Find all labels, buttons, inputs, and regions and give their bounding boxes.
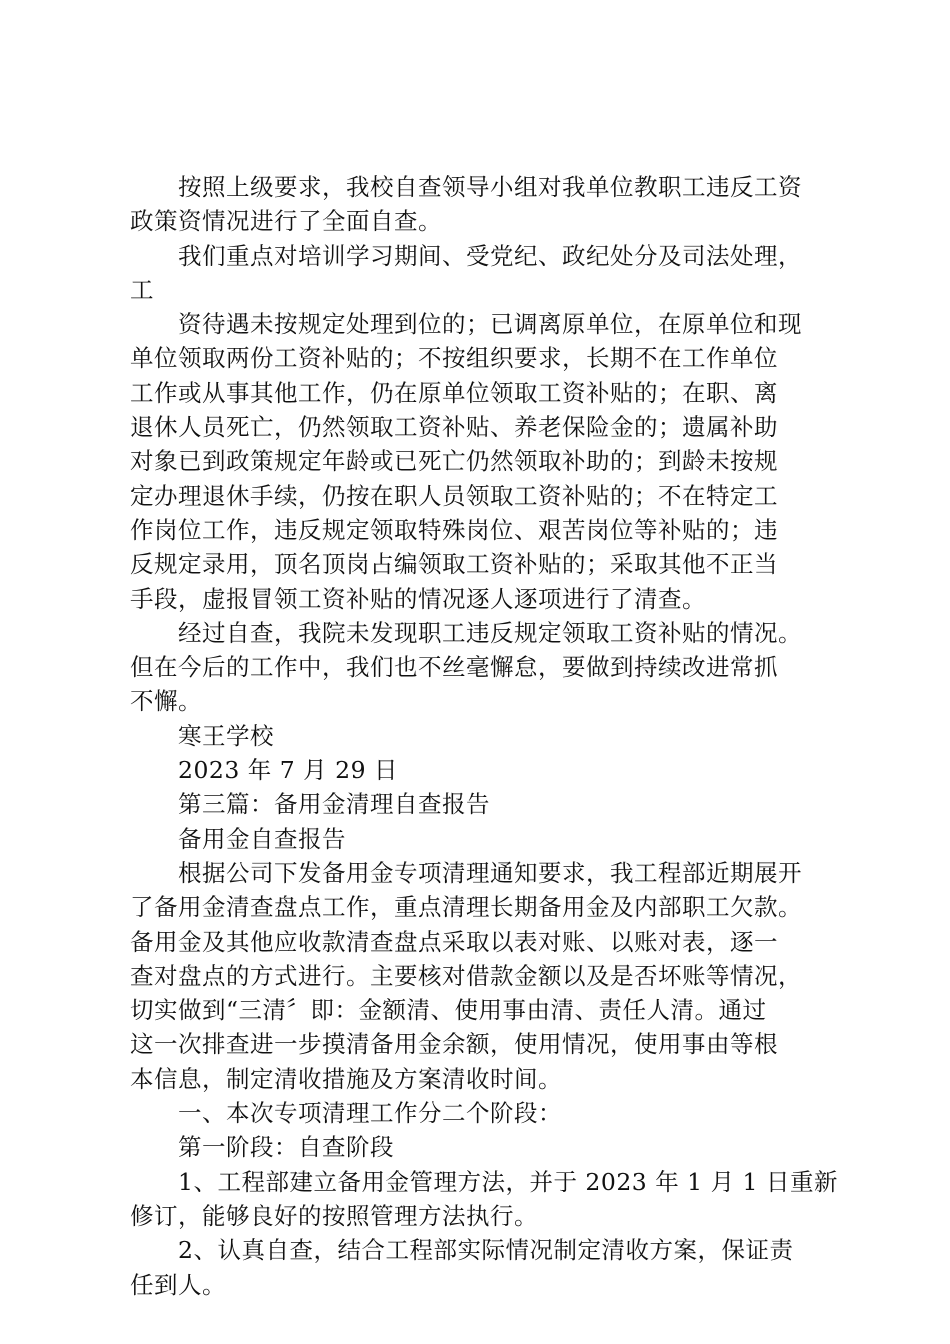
text-line: 对象已到政策规定年龄或已死亡仍然领取补助的；到龄未按规	[130, 447, 778, 476]
text-line: 单位领取两份工资补贴的；不按组织要求，长期不在工作单位	[130, 344, 778, 373]
text-line: 定办理退休手续，仍按在职人员领取工资补贴的；不在特定工	[130, 481, 778, 510]
signature-school: 寒王学校	[130, 721, 274, 750]
document-body	[130, 170, 838, 1302]
text-line: 反规定录用，顶名顶岗占编领取工资补贴的；采取其他不正当	[130, 550, 778, 579]
text-line: 但在今后的工作中，我们也不丝毫懈怠，要做到持续改进常抓	[130, 653, 778, 682]
text-line: 任到人。	[130, 1270, 226, 1299]
text-line: 备用金及其他应收款清查盘点采取以表对账、以账对表，逐一	[130, 927, 778, 956]
text-line: 修订，能够良好的按照管理方法执行。	[130, 1201, 538, 1230]
text-line: 了备用金清查盘点工作，重点清理长期备用金及内部职工欠款。	[130, 893, 802, 922]
text-line: 作岗位工作，违反规定领取特殊岗位、艰苦岗位等补贴的；违	[130, 515, 778, 544]
text-line: 退休人员死亡，仍然领取工资补贴、养老保险金的；遗属补助	[130, 413, 778, 442]
list-heading: 一、本次专项清理工作分二个阶段：	[130, 1099, 562, 1128]
text-line: 不懈。	[130, 687, 202, 716]
text-line: 切实做到“三清〞即：金额清、使用事由清、责任人清。通过	[130, 996, 767, 1025]
text-line: 根据公司下发备用金专项清理通知要求，我工程部近期展开	[130, 858, 802, 887]
text-line: 1、工程部建立备用金管理方法，并于 2023 年 1 月 1 日重新	[130, 1167, 838, 1196]
text-line: 这一次排查进一步摸清备用金余额，使用情况，使用事由等根	[130, 1030, 778, 1059]
text-line: 工作或从事其他工作，仍在原单位领取工资补贴的；在职、离	[130, 378, 778, 407]
text-line: 经过自查，我院未发现职工违反规定领取工资补贴的情况。	[130, 618, 802, 647]
text-line: 按照上级要求，我校自查领导小组对我单位教职工违反工资	[130, 173, 802, 201]
text-line: 本信息，制定清收措施及方案清收时间。	[130, 1064, 562, 1093]
text-line: 2、认真自查，结合工程部实际情况制定清收方案，保证责	[130, 1236, 794, 1265]
stage-heading: 第一阶段：自查阶段	[130, 1133, 394, 1162]
text-line: 政策资情况进行了全面自查。	[130, 207, 442, 236]
section-heading: 第三篇：备用金清理自查报告	[130, 790, 490, 819]
text-line: 资待遇未按规定处理到位的；已调离原单位，在原单位和现	[130, 310, 802, 339]
text-line: 我们重点对培训学习期间、受党纪、政纪处分及司法处理，	[130, 241, 802, 270]
text-line: 工	[130, 275, 154, 304]
text-line: 手段，虚报冒领工资补贴的情况逐人逐项进行了清查。	[130, 584, 706, 613]
signature-date: 2023 年 7 月 29 日	[130, 756, 399, 785]
text-line: 查对盘点的方式进行。主要核对借款金额以及是否坏账等情况，	[130, 961, 802, 990]
report-title: 备用金自查报告	[130, 824, 346, 853]
